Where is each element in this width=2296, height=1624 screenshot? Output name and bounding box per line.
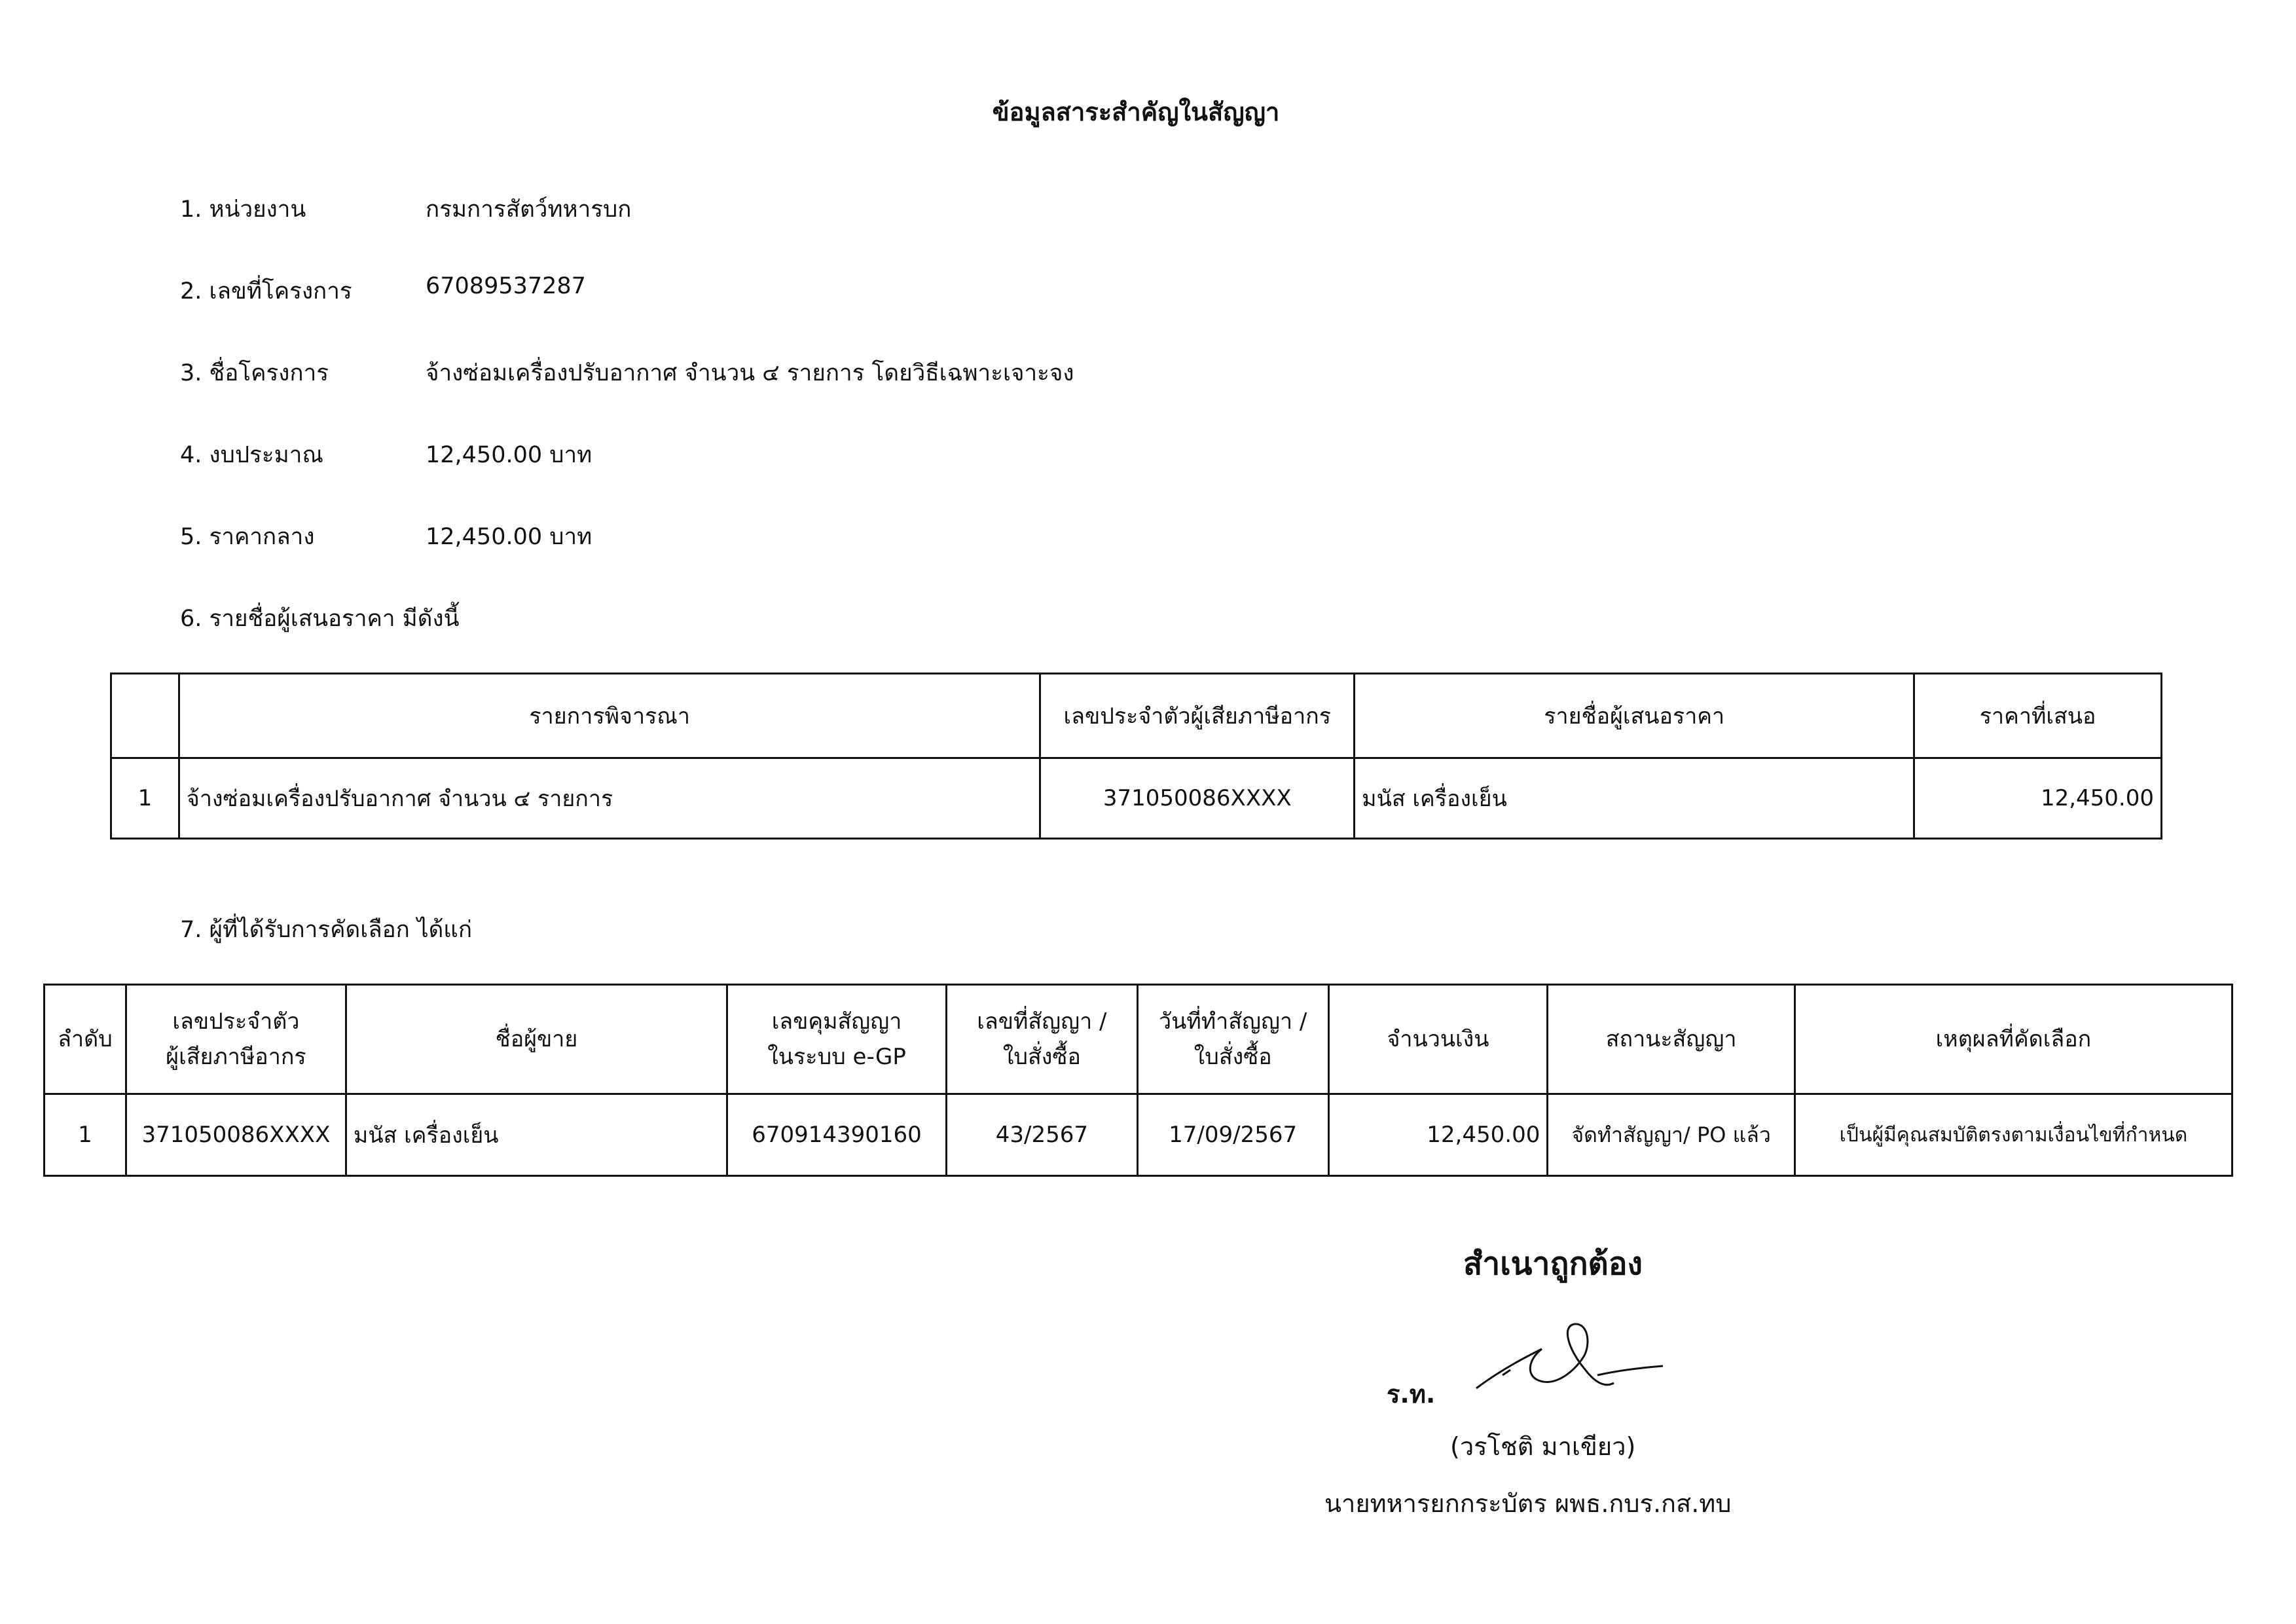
field-3-label: 3. ชื่อโครงการ — [180, 360, 329, 386]
selected-header-order: ลำดับ — [45, 985, 126, 1094]
selected-table — [43, 984, 2233, 1177]
table-row — [111, 758, 2162, 839]
bidders-cell-price: 12,450.00 — [1914, 758, 2162, 839]
selected-cell-egp: 670914390160 — [727, 1094, 947, 1176]
bidders-header-item: รายการพิจารณา — [179, 674, 1040, 758]
document-title: ข้อมูลสาระสำคัญในสัญญา — [992, 98, 1280, 126]
bidders-table-header — [111, 674, 2162, 758]
signer-position: นายทหารยกกระบัตร ผพธ.กบร.กส.ทบ — [1324, 1489, 1732, 1518]
selected-header-egp: เลขคุมสัญญา ในระบบ e-GP — [727, 985, 947, 1094]
selected-header-contract-date: วันที่ทำสัญญา / ใบสั่งซื้อ — [1137, 985, 1328, 1094]
bidders-header-price: ราคาที่เสนอ — [1914, 674, 2162, 758]
field-1-value: กรมการสัตว์ทหารบก — [426, 196, 632, 223]
selected-header-reason: เหตุผลที่คัดเลือก — [1795, 985, 2232, 1094]
field-4-label: 4. งบประมาณ — [180, 442, 323, 468]
selected-header-status: สถานะสัญญา — [1548, 985, 1795, 1094]
bidders-header-index — [111, 674, 179, 758]
selected-header-amount: จำนวนเงิน — [1328, 985, 1548, 1094]
selected-cell-contract-no: 43/2567 — [946, 1094, 1137, 1176]
certified-copy-stamp: สำเนาถูกต้อง — [1463, 1246, 1643, 1282]
selected-header-contract-no: เลขที่สัญญา / ใบสั่งซื้อ — [946, 985, 1137, 1094]
selected-cell-amount: 12,450.00 — [1328, 1094, 1548, 1176]
signer-name: (วรโชติ มาเขียว) — [1450, 1432, 1636, 1461]
field-2-label: 2. เลขที่โครงการ — [180, 278, 352, 304]
selected-cell-seller: มนัส เครื่องเย็น — [346, 1094, 727, 1176]
selected-heading: 7. ผู้ที่ได้รับการคัดเลือก ได้แก่ — [180, 917, 473, 943]
field-5-label: 5. ราคากลาง — [180, 524, 315, 550]
field-5-value: 12,450.00 บาท — [426, 524, 592, 550]
bidders-table — [110, 673, 2162, 840]
table-row — [45, 1094, 2232, 1176]
handwritten-signature — [1463, 1310, 1673, 1408]
field-2-value: 67089537287 — [426, 273, 586, 299]
bidders-header-name: รายชื่อผู้เสนอราคา — [1355, 674, 1914, 758]
bidders-cell-name: มนัส เครื่องเย็น — [1355, 758, 1914, 839]
selected-cell-status: จัดทำสัญญา/ PO แล้ว — [1548, 1094, 1795, 1176]
bidders-header-taxid: เลขประจำตัวผู้เสียภาษีอากร — [1040, 674, 1355, 758]
selected-cell-taxid: 371050086XXXX — [126, 1094, 346, 1176]
selected-cell-order: 1 — [45, 1094, 126, 1176]
selected-cell-contract-date: 17/09/2567 — [1137, 1094, 1328, 1176]
selected-cell-reason: เป็นผู้มีคุณสมบัติตรงตามเงื่อนไขที่กำหนด — [1795, 1094, 2232, 1176]
field-1-label: 1. หน่วยงาน — [180, 196, 306, 223]
bidders-heading: 6. รายชื่อผู้เสนอราคา มีดังนี้ — [180, 606, 460, 632]
bidders-cell-taxid: 371050086XXXX — [1040, 758, 1355, 839]
signer-rank: ร.ท. — [1387, 1380, 1436, 1409]
selected-table-header — [45, 985, 2232, 1094]
bidders-cell-index: 1 — [111, 758, 179, 839]
bidders-cell-item: จ้างซ่อมเครื่องปรับอากาศ จำนวน ๔ รายการ — [179, 758, 1040, 839]
field-3-value: จ้างซ่อมเครื่องปรับอากาศ จำนวน ๔ รายการ โดยวิธีเฉพาะเจาะจง — [426, 360, 1074, 386]
field-4-value: 12,450.00 บาท — [426, 442, 592, 468]
selected-header-taxid: เลขประจำตัว ผู้เสียภาษีอากร — [126, 985, 346, 1094]
selected-header-seller: ชื่อผู้ขาย — [346, 985, 727, 1094]
